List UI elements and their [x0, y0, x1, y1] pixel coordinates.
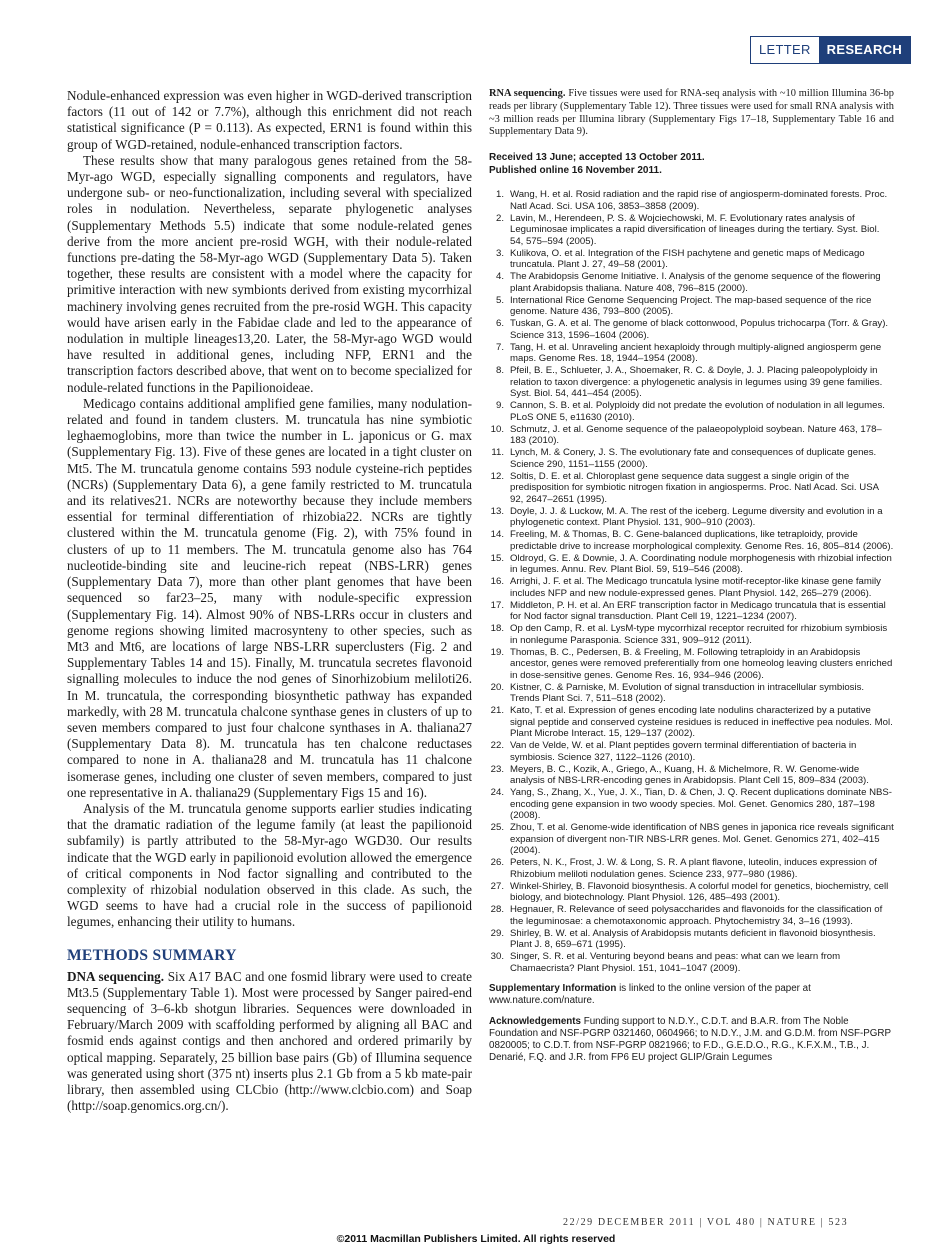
methods-rna [489, 88, 894, 139]
reference-item [489, 271, 894, 294]
reference-number: 15. [490, 552, 504, 564]
reference-item [489, 506, 894, 529]
section-label: RESEARCH [819, 37, 910, 63]
copyright-notice: ©2011 Macmillan Publishers Limited. All rights reserved [336, 1233, 616, 1245]
reference-text: Cannon, S. B. et al. Polyploidy did not predate the evolution of nodulation in all legumes. PLoS ONE 5, e11630 (2010). [510, 400, 885, 423]
acknowledgements-label: Acknowledgements [489, 1016, 582, 1028]
reference-item [489, 318, 894, 341]
reference-number: 9. [495, 400, 504, 412]
reference-number: 28. [490, 904, 504, 916]
reference-text: Kulikova, O. et al. Integration of the FISH pachytene and genetic maps of Medicago truncatula. Plant J. 27, 49–58 (2001). [510, 247, 865, 271]
article-type-label: LETTER [751, 37, 819, 63]
reference-item [489, 342, 894, 365]
acknowledgements-text: Funding support to N.D.Y., C.D.T. and B.A.R. from The Noble Foundation and NSF-PGRP 0321460, 0604966; to N.D.Y., J.M. and G.D.M. from NSF-PGRP 0820005; to C.D.T. from NSF-PGRP 0821966; to F.D., G.E.D.O., R.G., K.F.X.M., T.B., J. Denarié, F.Q. and J.R. from FP6 EU project GLIP/Grain Legumes [489, 1016, 891, 1064]
reference-text: Tang, H. et al. Unraveling ancient hexaploidy through multiply-aligned angiosperm gene maps. Genome Res. 18, 1944–1954 (2008). [510, 341, 882, 365]
reference-number: 12. [490, 470, 504, 482]
reference-text: Op den Camp, R. et al. LysM-type mycorrhizal receptor recruited for rhizobium symbiosis in nonlegume Parasponia. Science 331, 909–912 (2011). [510, 623, 888, 646]
reference-item [489, 764, 894, 787]
reference-item [489, 471, 894, 506]
reference-text: Zhou, T. et al. Genome-wide identification of NBS genes in japonica rice reveals significant expansion of divergent non-TIR NBS-LRR genes. Mol. Genet. Genomics 271, 402–415 (2004). [510, 822, 894, 857]
reference-number: 17. [490, 599, 504, 611]
reference-item [489, 822, 894, 857]
reference-number: 24. [490, 787, 504, 799]
reference-text: Shirley, B. W. et al. Analysis of Arabidopsis mutants deficient in flavonoid biosynthesis. Plant J. 8, 659–671 (1995). [510, 927, 876, 951]
reference-item [489, 740, 894, 763]
published-date: Published online 16 November 2011. [489, 165, 662, 177]
reference-item [489, 248, 894, 271]
reference-item [489, 600, 894, 623]
reference-number: 25. [490, 822, 504, 834]
reference-number: 2. [495, 212, 504, 224]
reference-item [489, 295, 894, 318]
methods-dna-label: DNA sequencing. [67, 968, 165, 984]
reference-item [489, 647, 894, 682]
reference-text: Arrighi, J. F. et al. The Medicago truncatula lysine motif-receptor-like kinase gene family includes NFP and new nodule-expressed genes. Plant Physiol. 142, 265–279 (2006). [510, 576, 881, 599]
publication-dates [489, 151, 894, 177]
reference-text: Winkel-Shirley, B. Flavonoid biosynthesis. A colorful model for genetics, biochemistry, cell biology, and biotechnology. Plant Physiol. 126, 485–493 (2001). [510, 880, 889, 904]
reference-number: 1. [495, 189, 504, 201]
section-badge [750, 36, 911, 64]
reference-text: International Rice Genome Sequencing Project. The map-based sequence of the rice genome. Nature 436, 793–800 (2005). [510, 294, 872, 318]
acknowledgements [489, 1016, 894, 1064]
reference-item [489, 189, 894, 212]
received-date: Received 13 June; accepted 13 October 2011. [489, 152, 705, 164]
right-column [489, 88, 894, 1064]
reference-item [489, 682, 894, 705]
reference-item [489, 928, 894, 951]
reference-text: Meyers, B. C., Kozik, A., Griego, A., Kuang, H. & Michelmore, R. W. Genome-wide analysis of NBS-LRR-encoding genes in Arabidopsis. Plant Cell 15, 809–834 (2003). [510, 763, 869, 787]
body-paragraph: These results show that many paralogous genes retained from the 58-Myr-ago WGD, especially signalling components and regulators, have undergone sub- or neo-functionalization, including several with specialized roles in nodulation. Nevertheless, separate phylogenetic analyses (Supplementary Methods 5.5) indicate that some nodule-related genes derive from the more ancient pre-rosid WGH, with their nodule-related functions pre-dating the 58-Myr-ago WGD (Supplementary Data 5). Taken together, these results are consistent with a model where the capacity for primitive interaction with new symbionts derived from existing mycorrhizal machinery involving genes recruited from the pre-rosid WGH. This capacity would have arisen early in the Fabidae clade and led to the appearance of nodulation in multiple lineages13,20. Later, the 58-Myr-ago WGD would have resulted in additional genes, including NFP, ERN1 and the transcription factors described above, that went on to become specialized for nodule-related functions in the Papilionoideae. [67, 152, 472, 395]
reference-text: Freeling, M. & Thomas, B. C. Gene-balanced duplications, like tetraploidy, provide predictable drive to increase morphological complexity. Genome Res. 16, 805–814 (2006). [510, 529, 894, 552]
reference-number: 7. [495, 341, 504, 353]
reference-text: The Arabidopsis Genome Initiative. I. Analysis of the genome sequence of the flowering plant Arabidopsis thaliana. Nature 408, 796–815 (2000). [510, 271, 881, 294]
reference-number: 16. [490, 576, 504, 588]
reference-number: 30. [490, 951, 504, 963]
reference-number: 19. [490, 646, 504, 658]
supplementary-label: Supplementary Information [489, 983, 617, 995]
reference-text: Schmutz, J. et al. Genome sequence of the palaeopolyploid soybean. Nature 463, 178–183 (2010). [510, 423, 882, 447]
reference-item [489, 424, 894, 447]
reference-item [489, 447, 894, 470]
reference-number: 20. [490, 681, 504, 693]
reference-number: 27. [490, 880, 504, 892]
reference-text: Oldroyd, G. E. & Downie, J. A. Coordinating nodule morphogenesis with rhizobial infection in legumes. Annu. Rev. Plant Biol. 59, 519–546 (2008). [510, 552, 892, 576]
reference-item [489, 576, 894, 599]
reference-item [489, 951, 894, 974]
reference-item [489, 213, 894, 248]
reference-number: 23. [490, 763, 504, 775]
body-paragraph: Analysis of the M. truncatula genome supports earlier studies indicating that the dramatic radiation of the legume family (at least the papilionoid subfamily) is partly attributed to the 58-Myr-ago WGD30. Our results indicate that the WGD early in papilionoid evolution allowed the emergence of critical components in Nod factor signalling and contributed to the complexity of rhizobial nodulation observed in this clade. As such, the WGD seems to have had a crucial role in the success of papilionoid legumes, enhancing their utility to humans. [67, 800, 472, 930]
reference-text: Kato, T. et al. Expression of genes encoding late nodulins characterized by a putative signal peptide and conserved cysteine residues is reduced in ineffective pea nodules. Mol. Plant Microbe Interact. 15, 129–137 (2002). [510, 705, 893, 740]
reference-number: 18. [490, 623, 504, 635]
reference-text: Lavin, M., Herendeen, P. S. & Wojciechowski, M. F. Evolutionary rates analysis of Leguminosae implicates a rapid diversification of lineages during the tertiary. Syst. Biol. 54, 575–594 (2005). [510, 212, 880, 247]
reference-number: 13. [490, 505, 504, 517]
reference-number: 6. [495, 318, 504, 330]
page-footer: 22/29 DECEMBER 2011 | VOL 480 | NATURE | 523 [563, 1217, 849, 1228]
methods-rna-label: RNA sequencing. [489, 88, 566, 99]
reference-text: Hegnauer, R. Relevance of seed polysaccharides and flavonoids for the classification of the leguminosae: a chemotaxonomic approach. Phytochemistry 34, 3–16 (1993). [510, 904, 883, 927]
reference-item [489, 623, 894, 646]
reference-text: Lynch, M. & Conery, J. S. The evolutionary fate and consequences of duplicate genes. Science 290, 1151–1155 (2000). [510, 447, 877, 470]
supplementary-text[interactable]: is linked to the online version of the paper at www.nature.com/nature. [489, 983, 811, 1007]
reference-number: 8. [495, 365, 504, 377]
reference-text: Soltis, D. E. et al. Chloroplast gene sequence data suggest a single origin of the predisposition for symbiotic nitrogen fixation in angiosperms. Proc. Natl Acad. Sci. USA 92, 2647–2651 (1995). [510, 470, 879, 505]
reference-item [489, 787, 894, 822]
methods-dna-text: Six A17 BAC and one fosmid library were used to create Mt3.5 (Supplementary Table 1). Most were processed by Sanger paired-end sequencing of 3–6-kb shotgun libraries. Sequences were downloaded in February/March 2009 with scaffolding performed by aligning all BAC and fosmid ends against contigs and then anchored and ordered primarily by optical mapping. Separately, 25 billion base pairs (Gb) of Illumina sequence was generated using short (375 nt) inserts plus 2.1 Gb from a 5 kb mate-pair library, then assembled using CLCbio (http://www.clcbio.com) and Soap (http://soap.genomics.org.cn/). [67, 968, 473, 1114]
reference-number: 26. [490, 857, 504, 869]
reference-item [489, 857, 894, 880]
reference-item [489, 904, 894, 927]
reference-item [489, 365, 894, 400]
reference-item [489, 400, 894, 423]
reference-text: Kistner, C. & Parniske, M. Evolution of signal transduction in intracellular symbiosis. Trends Plant Sci. 7, 511–518 (2002). [510, 681, 865, 705]
reference-text: Yang, S., Zhang, X., Yue, J. X., Tian, D. & Chen, J. Q. Recent duplications dominate NBS-encoding gene expansion in two woody species. Mol. Genet. Genomics 280, 187–198 (2008). [510, 787, 892, 822]
reference-number: 4. [495, 271, 504, 283]
reference-number: 21. [490, 705, 504, 717]
reference-text: Wang, H. et al. Rosid radiation and the rapid rise of angiosperm-dominated forests. Proc. Natl Acad. Sci. USA 106, 3853–3858 (2009). [510, 189, 888, 212]
methods-rna-text: Five tissues were used for RNA-seq analysis with ~10 million Illumina 36-bp reads per library (Supplementary Table 12). Three tissues were used for small RNA analysis with ~3 million reads per Illumina library (Supplementary Figs 17–18, Supplementary Table 16 and Supplementary Data 9). [489, 88, 894, 138]
reference-number: 11. [491, 447, 504, 459]
reference-number: 5. [495, 294, 504, 306]
reference-list [489, 189, 894, 974]
reference-text: Pfeil, B. E., Schlueter, J. A., Shoemaker, R. C. & Doyle, J. J. Placing paleopolyploidy in relation to taxon divergence: a phylogenetic analysis in legumes using 39 gene families. Syst. Biol. 54, 441–454 (2005). [510, 365, 883, 400]
reference-text: Van de Velde, W. et al. Plant peptides govern terminal differentiation of bacteria in symbiosis. Science 327, 1122–1126 (2010). [510, 740, 857, 763]
reference-text: Peters, N. K., Frost, J. W. & Long, S. R. A plant flavone, luteolin, induces expression of Rhizobium meliloti nodulation genes. Science 233, 977–980 (1986). [510, 857, 877, 880]
reference-item [489, 553, 894, 576]
reference-number: 29. [490, 927, 504, 939]
methods-heading: METHODS SUMMARY [67, 946, 237, 964]
reference-number: 3. [495, 247, 504, 259]
reference-number: 14. [490, 529, 504, 541]
reference-text: Tuskan, G. A. et al. The genome of black cottonwood, Populus trichocarpa (Torr. & Gray). Science 313, 1596–1604 (2006). [510, 318, 889, 341]
reference-text: Thomas, B. C., Pedersen, B. & Freeling, M. Following tetraploidy in an Arabidopsis ancestor, genes were removed preferentially from one homeolog leaving clusters enriched in dose-sensitive genes. Genome Res. 16, 934–946 (2006). [510, 646, 893, 681]
reference-text: Singer, S. R. et al. Venturing beyond beans and peas: what can we learn from Chamaecrista? Plant Physiol. 151, 1041–1047 (2009). [510, 951, 841, 974]
left-column [67, 88, 472, 1114]
methods-dna [67, 969, 472, 1115]
supplementary-info [489, 983, 894, 1007]
reference-item [489, 881, 894, 904]
reference-number: 10. [490, 423, 504, 435]
body-paragraph: Medicago contains additional amplified gene families, many nodulation-related and found in tandem clusters. M. truncatula has nine symbiotic leghaemoglobins, more than twice the number in L. japonicus or G. max (Supplementary Fig. 13). Five of these genes are located in a tight cluster on Mt5. The M. truncatula genome contains 593 nodule cysteine-rich peptides (NCRs) (Supplementary Data 6), a gene family restricted to M. truncatula and its relatives21. NCRs are noteworthy because they include members essential for terminal differentiation of rhizobia22. NCRs are tightly clustered within the M. truncatula genome (Fig. 2), with 75% found in clusters of up to 11 members. The M. truncatula genome also has 764 nucleotide-binding site and leucine-rich repeat (NBS-LRR) genes (Supplementary Data 7), more than other plant genomes that have been sequenced so far23–25, many with nodule-specific expression (Supplementary Fig. 14). Almost 90% of NBS-LRRs occur in clusters and genome regions showing limited macrosynteny to other species, such as Mt3 and Mt6, are locations of large NBS-LRR superclusters (Fig. 2 and Supplementary Tables 14 and 15). Finally, M. truncatula secretes flavonoid signalling molecules to induce the nod genes of Sinorhizobium meliloti26. In M. truncatula, the corresponding biosynthetic pathway has expanded markedly, with 28 M. truncatula chalcone synthase genes in clusters of up to seven members compared to just four chalcone synthases in A. thaliana27 (Supplementary Data 8). M. truncatula has ten chalcone reductases compared to none in A. thaliana28 and M. truncatula has 11 chalcone isomerase genes, including one cluster of seven members, compared to just one representative in A. thaliana29 (Supplementary Figs 15 and 16). [67, 395, 472, 800]
reference-item [489, 529, 894, 552]
reference-number: 22. [490, 740, 504, 752]
reference-item [489, 705, 894, 740]
reference-text: Doyle, J. J. & Luckow, M. A. The rest of the iceberg. Legume diversity and evolution in a phylogenetic context. Plant Physiol. 131, 900–910 (2003). [510, 505, 883, 529]
body-paragraph: Nodule-enhanced expression was even higher in WGD-derived transcription factors (11 out of 142 or 7.7%), although this enrichment did not reach statistical significance (P = 0.113). As expected, ERN1 is found within this group of WGD-retained, nodule-enhanced transcription factors. [67, 88, 472, 152]
reference-text: Middleton, P. H. et al. An ERF transcription factor in Medicago truncatula that is essential for Nod factor signal transduction. Plant Cell 19, 1221–1234 (2007). [510, 599, 886, 623]
